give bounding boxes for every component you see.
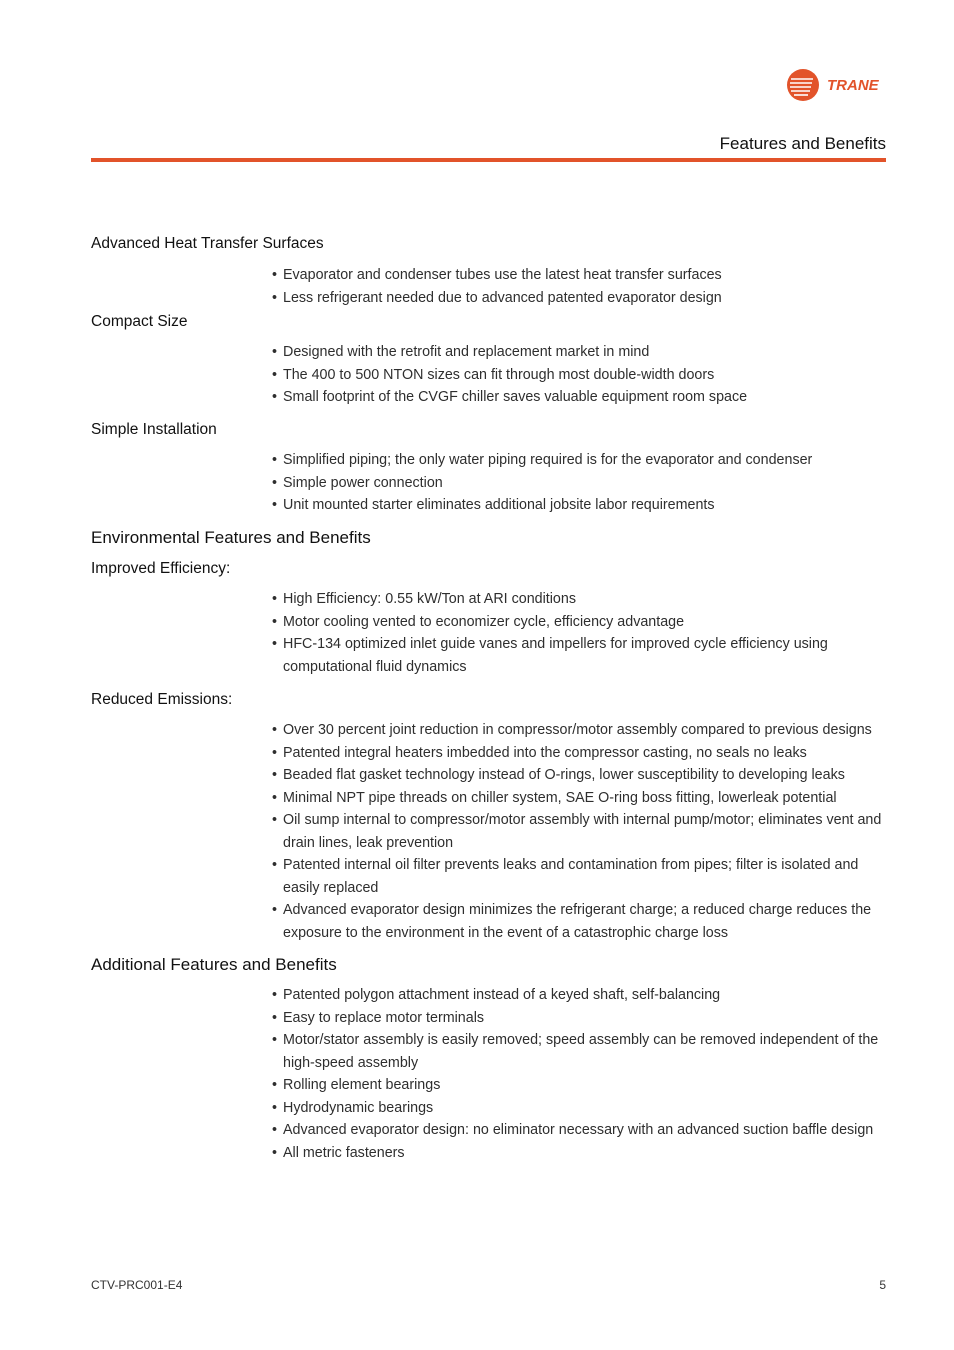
list-item: • High Efficiency: 0.55 kW/Ton at ARI conditions	[272, 591, 576, 607]
footer-doc-code: CTV-PRC001-E4	[91, 1278, 183, 1292]
list-item: • Rolling element bearings	[272, 1077, 441, 1093]
heading-reduced-emissions: Reduced Emissions:	[91, 691, 233, 708]
heading-environmental-features: Environmental Features and Benefits	[91, 528, 371, 547]
heading-compact-size: Compact Size	[91, 313, 188, 330]
list-item: • Easy to replace motor terminals	[272, 1009, 485, 1026]
list-item: • Patented integral heaters imbedded into the compressor casting, no seals no leaks	[272, 744, 807, 761]
list-item: • Simplified piping; the only water piping required is for the evaporator and condenser	[272, 452, 813, 468]
list-item: • Beaded flat gasket technology instead of O-rings, lower susceptibility to developing leaks	[272, 767, 845, 783]
list-simple-installation	[272, 449, 892, 517]
list-item: • The 400 to 500 NTON sizes can fit through most double-width doors	[272, 366, 715, 383]
page-section-title: Features and Benefits	[719, 134, 886, 153]
list-item: • Simple power connection	[272, 474, 443, 491]
svg-text:TRANE: TRANE	[827, 77, 879, 94]
list-item: • All metric fasteners	[272, 1144, 405, 1161]
list-item: • Less refrigerant needed due to advanced patented evaporator design	[272, 289, 722, 306]
heading-additional-features: Additional Features and Benefits	[91, 955, 337, 974]
list-item: • Minimal NPT pipe threads on chiller system, SAE O-ring boss fitting, lowerleak potential	[272, 789, 837, 806]
list-item: • Evaporator and condenser tubes use the latest heat transfer surfaces	[272, 267, 722, 283]
list-item: • Unit mounted starter eliminates additional jobsite labor requirements	[272, 497, 715, 513]
list-compact-size	[272, 341, 892, 409]
list-item: • Advanced evaporator design minimizes the refrigerant charge; a reduced charge reduces the exposure to the environment in the event of a catastrophic charge loss	[272, 902, 872, 941]
header-divider	[91, 158, 886, 162]
list-item: • Oil sump internal to compressor/motor assembly with internal pump/motor; eliminates vent and drain lines, leak prevention	[272, 812, 882, 851]
list-item: • HFC-134 optimized inlet guide vanes and impellers for improved cycle efficiency using computational fluid dynamics	[272, 636, 828, 675]
list-item: • Designed with the retrofit and replacement market in mind	[272, 344, 650, 360]
list-item: • Motor/stator assembly is easily removed; speed assembly can be removed independent of the high-speed assembly	[272, 1032, 879, 1071]
list-item: • Motor cooling vented to economizer cycle, efficiency advantage	[272, 613, 685, 630]
list-additional-features	[272, 984, 892, 1164]
footer-page-number: 5	[879, 1278, 886, 1292]
trane-logo-icon	[786, 68, 890, 102]
list-item: • Patented internal oil filter prevents leaks and contamination from pipes; filter is isolated and easily replaced	[272, 857, 859, 896]
list-advanced-heat-transfer	[272, 264, 892, 309]
heading-advanced-heat-transfer: Advanced Heat Transfer Surfaces	[91, 235, 324, 252]
list-item: • Patented polygon attachment instead of a keyed shaft, self-balancing	[272, 987, 721, 1003]
list-improved-efficiency	[272, 588, 892, 678]
list-item: • Small footprint of the CVGF chiller saves valuable equipment room space	[272, 389, 748, 405]
list-item: • Hydrodynamic bearings	[272, 1099, 434, 1116]
list-item: • Advanced evaporator design: no eliminator necessary with an advanced suction baffle design	[272, 1122, 874, 1138]
trane-logo	[786, 68, 890, 102]
list-item: • Over 30 percent joint reduction in compressor/motor assembly compared to previous designs	[272, 722, 872, 738]
list-reduced-emissions	[272, 719, 892, 944]
heading-improved-efficiency: Improved Efficiency:	[91, 560, 231, 577]
heading-simple-installation: Simple Installation	[91, 421, 217, 438]
